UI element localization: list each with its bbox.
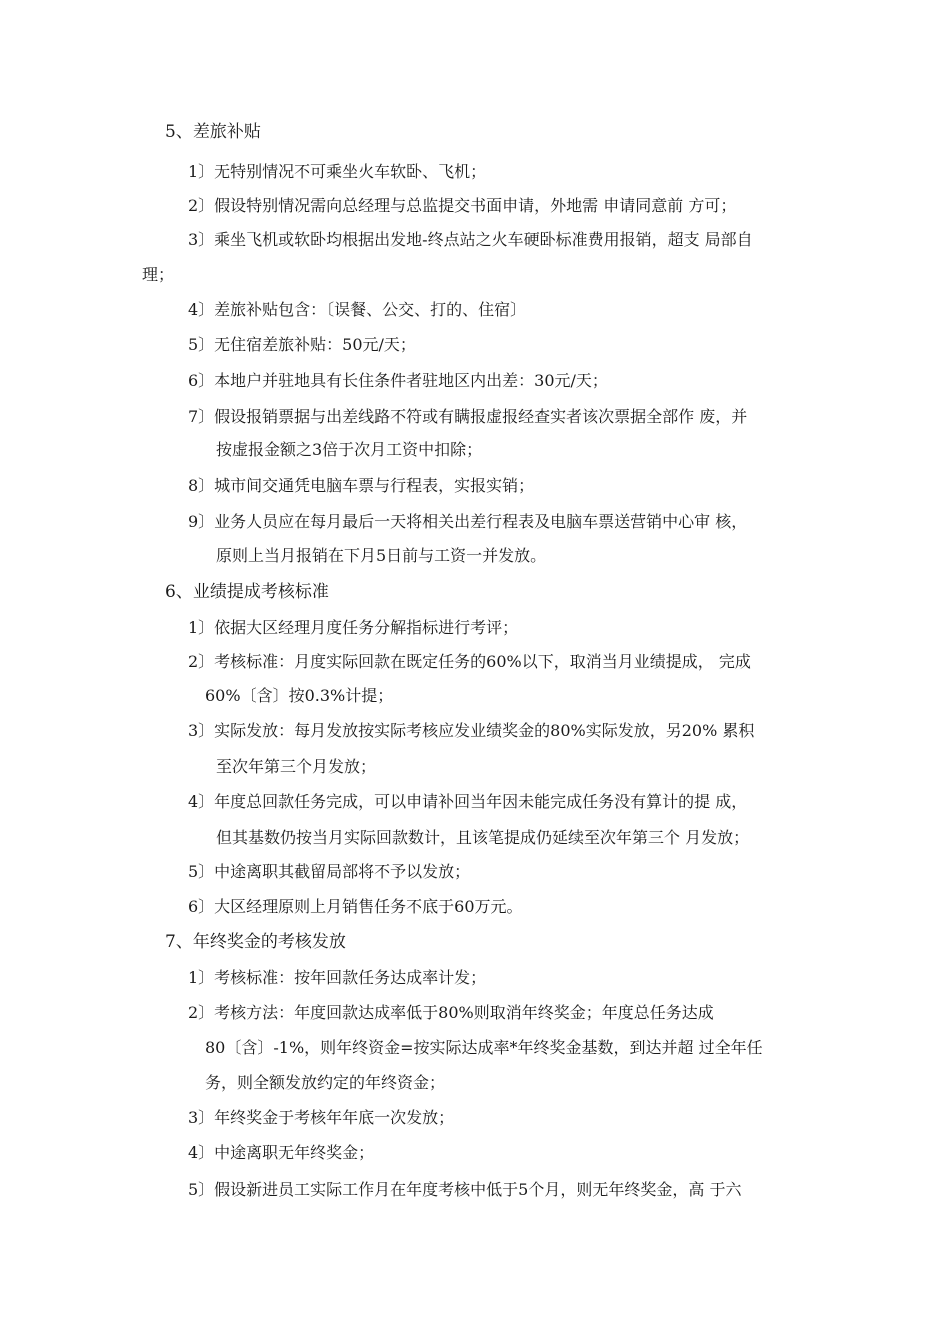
list-item: 4〕差旅补贴包含：〔误餐、公交、打的、住宿〕 [188, 300, 527, 319]
list-item: 3〕乘坐飞机或软卧均根据出发地-终点站之火车硬卧标准费用报销，超支 局部自 [188, 230, 753, 249]
list-item: 1〕依据大区经理月度任务分解指标进行考评； [188, 618, 519, 637]
list-item: 7〕假设报销票据与出差线路不符或有瞒报虚报经查实者该次票据全部作 废，并 [188, 407, 748, 426]
list-item: 4〕年度总回款任务完成，可以申请补回当年因未能完成任务没有算计的提 成， [188, 792, 748, 811]
list-item: 5〕假设新进员工实际工作月在年度考核中低于5个月，则无年终奖金，高 于六 [188, 1180, 742, 1199]
list-item: 1〕无特别情况不可乘坐火车软卧、飞机； [188, 162, 487, 181]
list-item-continuation: 60%〔含〕按0.3%计提； [205, 686, 394, 705]
section-heading: 6、业绩提成考核标准 [165, 582, 329, 602]
list-item-continuation: 务，则全额发放约定的年终资金； [205, 1073, 446, 1092]
list-item: 2〕假设特别情况需向总经理与总监提交书面申请，外地需 申请同意前 方可； [188, 196, 737, 215]
list-item: 6〕大区经理原则上月销售任务不底于60万元。 [188, 897, 523, 916]
list-item: 9〕业务人员应在每月最后一天将相关出差行程表及电脑车票送营销中心审 核， [188, 512, 748, 531]
list-item: 5〕中途离职其截留局部将不予以发放； [188, 862, 471, 881]
section-heading: 5、差旅补贴 [165, 122, 261, 142]
list-item: 5〕无住宿差旅补贴：50元/天； [188, 335, 416, 354]
list-item: 3〕实际发放：每月发放按实际考核应发业绩奖金的80%实际发放，另20% 累积 [188, 721, 755, 740]
list-item: 2〕考核方法：年度回款达成率低于80%则取消年终奖金；年度总任务达成 [188, 1003, 714, 1022]
list-item-continuation: 按虚报金额之3倍于次月工资中扣除； [216, 440, 483, 459]
list-item-continuation: 至次年第三个月发放； [216, 757, 377, 776]
list-item: 1〕考核标准：按年回款任务达成率计发； [188, 968, 487, 987]
list-item-continuation: 但其基数仍按当月实际回款数计，且该笔提成仍延续至次年第三个 月发放； [216, 828, 750, 847]
list-item-continuation: 原则上当月报销在下月5日前与工资一并发放。 [216, 546, 547, 565]
list-item-continuation: 理； [142, 265, 175, 284]
list-item: 3〕年终奖金于考核年年底一次发放； [188, 1108, 455, 1127]
list-item: 8〕城市间交通凭电脑车票与行程表，实报实销； [188, 476, 535, 495]
section-heading: 7、年终奖金的考核发放 [165, 932, 346, 952]
list-item: 4〕中途离职无年终奖金； [188, 1143, 375, 1162]
list-item: 2〕考核标准：月度实际回款在既定任务的60%以下，取消当月业绩提成， 完成 [188, 652, 751, 671]
list-item-continuation: 80〔含〕-1%，则年终资金=按实际达成率*年终奖金基数，到达并超 过全年任 [205, 1038, 763, 1057]
list-item: 6〕本地户并驻地具有长住条件者驻地区内出差：30元/天； [188, 371, 608, 390]
